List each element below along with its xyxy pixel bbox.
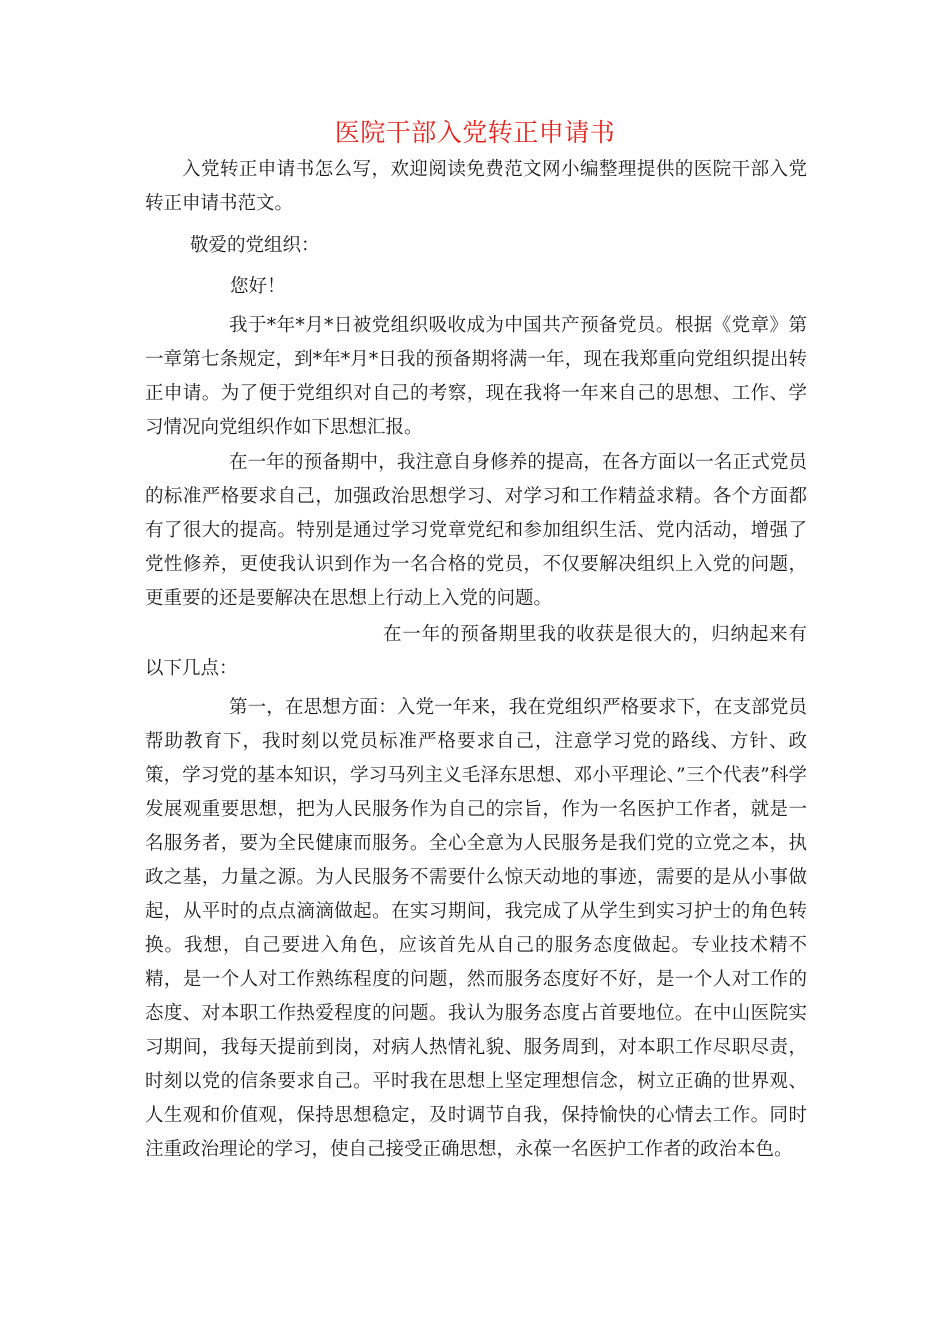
- body-paragraph-2: 在一年的预备期中，我注意自身修养的提高，在各方面以一名正式党员的标准严格要求自己，加强政治思想学习、对学习和工作精益求精。各个方面都有了很大的提高。特别是通过学习党章党纪和参加组织生活、党内活动，增强了党性修养，更使我认识到作为一名合格的党员，不仅要解决组织上入党的问题，更重要的还是要解决在思想上行动上入党的问题。: [145, 452, 807, 609]
- salutation: 敬爱的党组织：: [190, 235, 320, 256]
- body-paragraph-1: 我于*年*月*日被党组织吸收成为中国共产预备党员。根据《党章》第一章第七条规定，到*年*月*日我的预备期将满一年，现在我郑重向党组织提出转正申请。为了便于党组织对自己的考察，现在我将一年来自己的思想、工作、学习情况向党组织作如下思想汇报。: [145, 315, 807, 438]
- body-paragraph-3: 在一年的预备期里我的收获是很大的，归纳起来有以下几点：: [145, 624, 807, 679]
- intro-paragraph: 入党转正申请书怎么写，欢迎阅读免费范文网小编整理提供的医院干部入党转正申请书范文。: [145, 159, 807, 214]
- body-paragraph-4: 第一，在思想方面：入党一年来，我在党组织严格要求下，在支部党员帮助教育下，我时刻以党员标准严格要求自己，注意学习党的路线、方针、政策，学习党的基本知识，学习马列主义毛泽东思想、邓小平理论、”三个代表”科学发展观重要思想，把为人民服务作为自己的宗旨，作为一名医护工作者，就是一名服务者，要为全民健康而服务。全心全意为人民服务是我们党的立党之本，执政之基，力量之源。为人民服务不需要什么惊天动地的事迹，需要的是从小事做起，从平时的点点滴滴做起。在实习期间，我完成了从学生到实习护士的角色转换。我想，自己要进入角色，应该首先从自己的服务态度做起。专业技术精不精，是一个人对工作熟练程度的问题，然而服务态度好不好，是一个人对工作的态度、对本职工作热爱程度的问题。我认为服务态度占首要地位。在中山医院实习期间，我每天提前到岗，对病人热情礼貌、服务周到，对本职工作尽职尽责，时刻以党的信条要求自己。平时我在思想上坚定理想信念，树立正确的世界观、人生观和价值观，保持思想稳定，及时调节自我，保持愉快的心情去工作。同时注重政治理论的学习，使自己接受正确思想，永葆一名医护工作者的政治本色。: [145, 697, 807, 1160]
- document-title: 医院干部入党转正申请书: [334, 118, 616, 147]
- greeting: 您好！: [230, 276, 286, 297]
